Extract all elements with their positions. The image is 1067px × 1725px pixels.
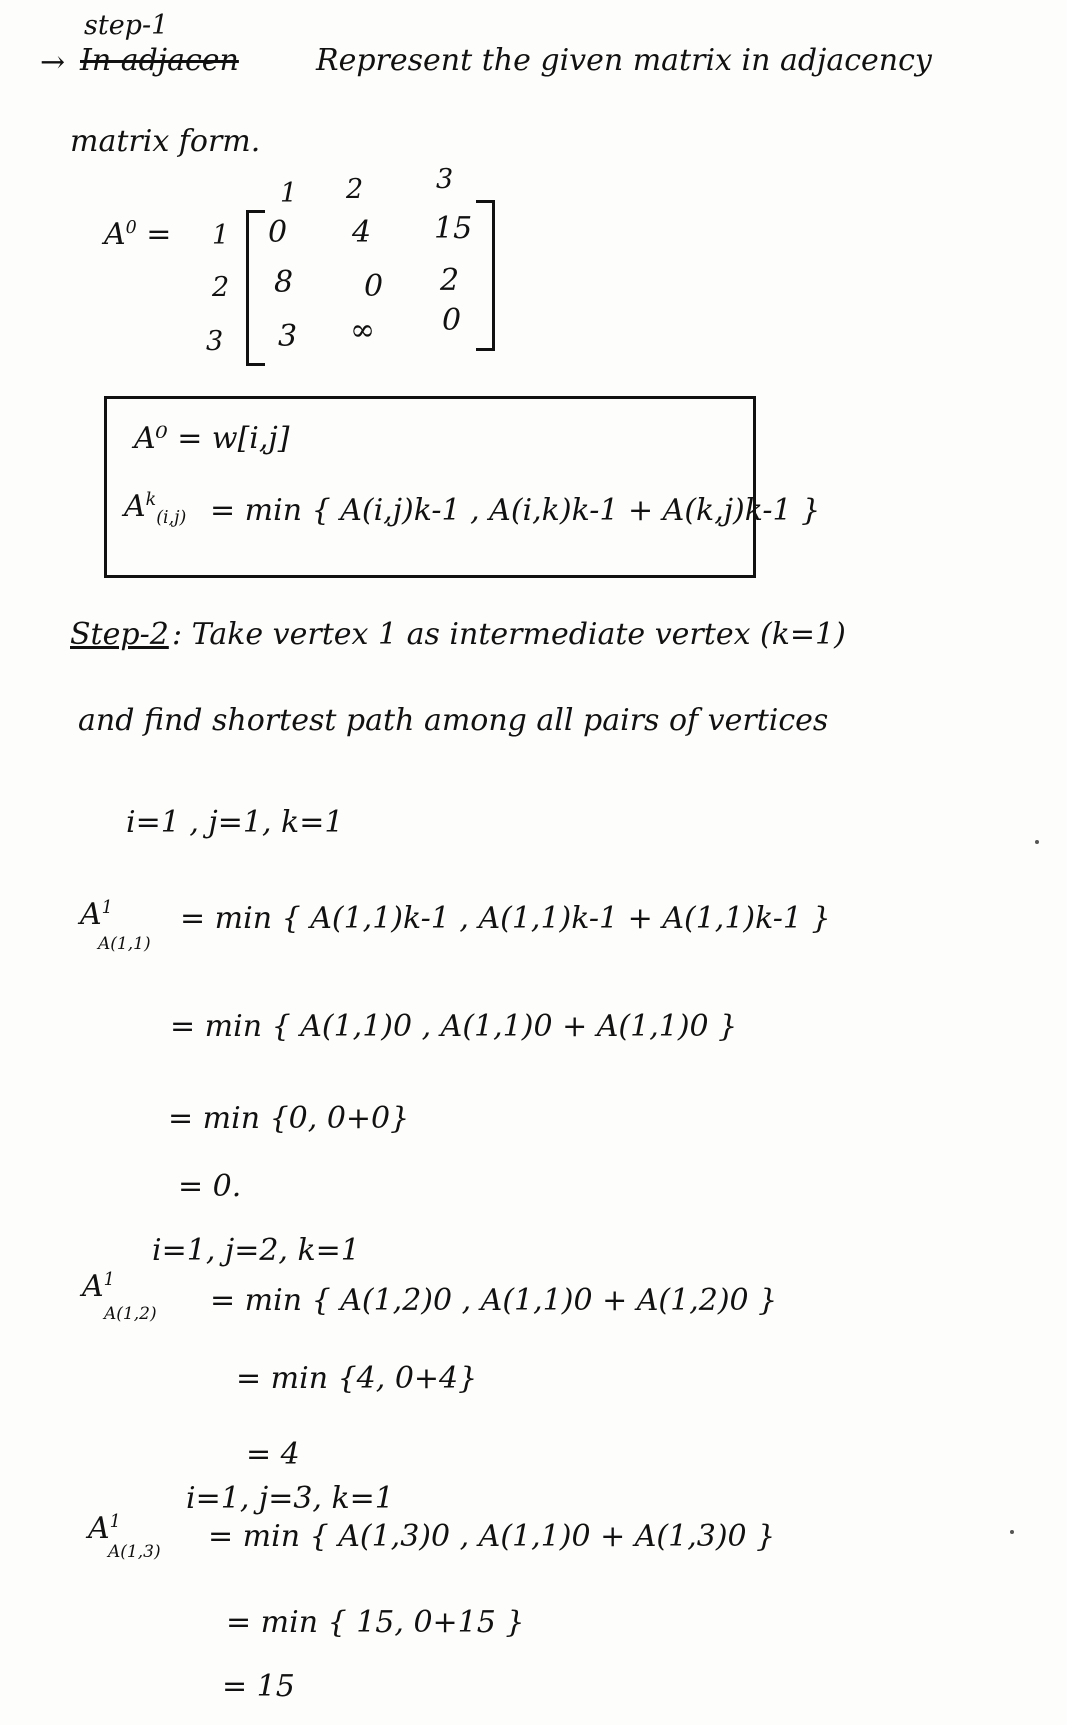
matrix-left-bracket [246,210,265,366]
calc1-lhs-sub: A(1,1) [98,934,151,954]
calc3-lhs-sub: A(1,3) [108,1542,161,1562]
calc3-line3: = 15 [222,1669,295,1704]
calc1-line3: = min {0, 0+0} [168,1101,410,1136]
matrix-col-header: 3 [436,164,454,195]
step2-label: Step-2 [70,617,169,652]
matrix-cell: 15 [434,211,473,246]
matrix-cell: 4 [352,215,372,250]
calc2-line3: = 4 [246,1437,300,1472]
step2-line1: : Take vertex 1 as intermediate vertex (k=1) [172,617,846,652]
matrix-name: $A^0$ = [104,217,172,252]
matrix-cell: ∞ [350,313,375,348]
step2-line2: and find shortest path among all pairs of vertices [78,703,829,738]
formula-line2-lhs: $A^k_{(i,j)}$ [124,489,187,528]
matrix-col-header: 2 [346,174,364,205]
matrix-row-header: 2 [212,272,230,303]
calc1-line2: = min { A(1,1)0 , A(1,1)0 + A(1,1)0 } [170,1009,738,1044]
step1-line2: matrix form. [70,124,261,159]
matrix-col-header: 1 [280,178,298,209]
calc2-indices: i=1, j=2, k=1 [152,1233,360,1268]
calc1-line1: = min { A(1,1)k-1 , A(1,1)k-1 + A(1,1)k-1 } [180,901,831,936]
calc1-indices: i=1 , j=1, k=1 [126,805,344,840]
calc3-indices: i=1, j=3, k=1 [186,1481,394,1516]
matrix-right-bracket [476,200,495,351]
struck-text: In adjacen [80,43,239,78]
matrix-cell: 3 [278,319,298,354]
formula-line1: A⁰ = w[i,j] [134,421,290,456]
calc2-line2: = min {4, 0+4} [236,1361,478,1396]
matrix-cell: 0 [364,269,384,304]
calc3-lhs: $A^1$ [88,1511,121,1546]
ink-speck [1035,840,1039,844]
step1-label: step-1 [84,10,169,41]
matrix-cell: 0 [442,303,462,338]
step1-line1: Represent the given matrix in adjacency [316,43,932,78]
matrix-cell: 2 [440,263,460,298]
calc2-lhs: $A^1$ [82,1269,115,1304]
formula-line2-rhs: = min { A(i,j)k-1 , A(i,k)k-1 + A(k,j)k-1 } [210,493,821,528]
matrix-cell: 8 [274,265,294,300]
calc3-line1: = min { A(1,3)0 , A(1,1)0 + A(1,3)0 } [208,1519,776,1554]
calc2-lhs-sub: A(1,2) [104,1304,157,1324]
ink-speck [1010,1530,1014,1534]
arrow-icon: → [40,45,66,80]
matrix-row-header: 1 [212,220,230,251]
matrix-row-header: 3 [206,326,224,357]
calc1-lhs: $A^1$ [80,897,113,932]
calc1-line4: = 0. [178,1169,242,1204]
calc2-line1: = min { A(1,2)0 , A(1,1)0 + A(1,2)0 } [210,1283,778,1318]
matrix-cell: 0 [268,215,288,250]
calc3-line2: = min { 15, 0+15 } [226,1605,525,1640]
